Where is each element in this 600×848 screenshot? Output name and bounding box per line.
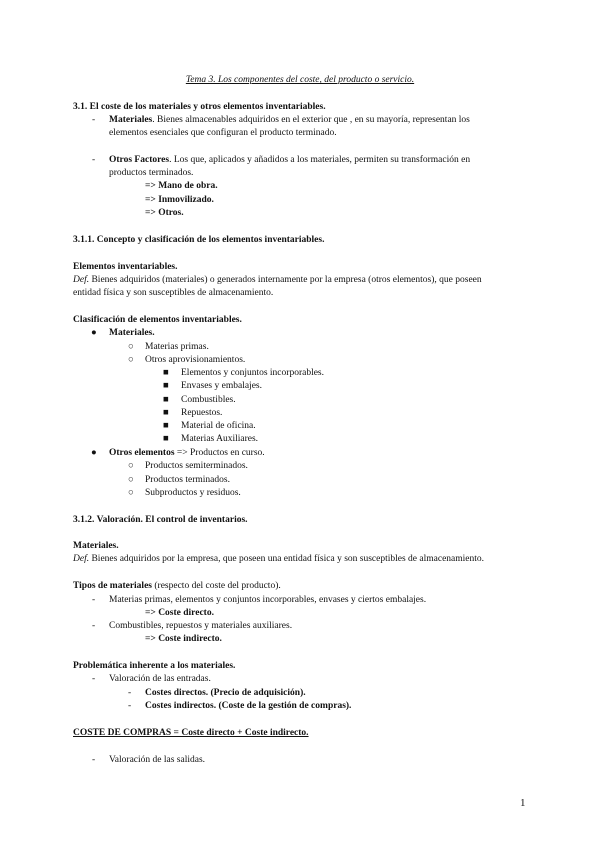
section-3-1-2-heading: 3.1.2. Valoración. El control de inventarios. xyxy=(73,515,248,525)
materiales-definition: Materiales. Bienes almacenables adquiridos en el exterior que , en su mayoría, representan los xyxy=(109,115,470,125)
otros-factores-definition-cont: productos terminados. xyxy=(109,168,194,178)
tipo-1-text: Materias primas, elementos y conjuntos incorporables, envases y ciertos embalajes. xyxy=(109,595,427,605)
page-number: 1 xyxy=(520,797,526,809)
tipo-2-text: Combustibles, repuestos y materiales auxiliares. xyxy=(109,621,293,631)
materiales-title: Materiales. xyxy=(73,541,119,551)
costes-directos: Costes directos. (Precio de adquisición). xyxy=(145,688,306,698)
list-item: Elementos y conjuntos incorporables. xyxy=(181,368,324,378)
materiales-def: Def. Bienes adquiridos por la empresa, que poseen una entidad física y son susceptibles de almacenamiento. xyxy=(73,554,485,564)
materiales-definition-cont: elementos esenciales que configuran el producto terminado. xyxy=(109,128,337,138)
disc-bullet: ● xyxy=(91,328,97,338)
list-item: Envases y embalajes. xyxy=(181,381,262,391)
tipo-1-arrow: => Coste directo. xyxy=(145,608,214,618)
square-bullet: ■ xyxy=(163,408,169,418)
page-title: Tema 3. Los componentes del coste, del producto o servicio. xyxy=(185,75,415,85)
arrow-item-inmovilizado: => Inmovilizado. xyxy=(145,195,214,205)
valoracion-entradas: Valoración de las entradas. xyxy=(109,674,211,684)
list-item: Material de oficina. xyxy=(181,421,256,431)
list-item: Subproductos y residuos. xyxy=(145,488,241,498)
list-item: Repuestos. xyxy=(181,408,223,418)
coste-compras-formula: COSTE DE COMPRAS = Coste directo + Coste indirecto. xyxy=(73,728,309,738)
dash-bullet: - xyxy=(92,115,96,125)
clasif-otros-elementos: Otros elementos => Productos en curso. xyxy=(109,448,265,458)
dash-bullet: - xyxy=(128,688,132,698)
dash-bullet: - xyxy=(92,674,96,684)
dash-bullet: - xyxy=(92,595,96,605)
list-item: Productos semiterminados. xyxy=(145,461,248,471)
list-item: Productos terminados. xyxy=(145,475,230,485)
clasif-materiales: Materiales. xyxy=(109,328,155,338)
list-item: Combustibles. xyxy=(181,395,236,405)
clasificacion-title: Clasificación de elementos inventariables. xyxy=(73,315,242,325)
list-item: Materias Auxiliares. xyxy=(181,434,259,444)
arrow-item-otros: => Otros. xyxy=(145,208,184,218)
circle-bullet: ○ xyxy=(128,461,134,471)
section-3-1-heading: 3.1. El coste de los materiales y otros elementos inventariables. xyxy=(73,102,326,112)
arrow-item-mano-obra: => Mano de obra. xyxy=(145,181,218,191)
dash-bullet: - xyxy=(128,701,132,711)
tipo-2-arrow: => Coste indirecto. xyxy=(145,634,222,644)
elementos-definition: Def. Bienes adquiridos (materiales) o generados internamente por la empresa (otros elementos), que poseen xyxy=(73,275,482,285)
elementos-definition-cont: entidad física y son susceptibles de almacenamiento. xyxy=(73,288,274,298)
circle-bullet: ○ xyxy=(128,355,134,365)
square-bullet: ■ xyxy=(163,368,169,378)
problematica-title: Problemática inherente a los materiales. xyxy=(73,661,236,671)
list-item: Otros aprovisionamientos. xyxy=(145,355,246,365)
dash-bullet: - xyxy=(92,621,96,631)
circle-bullet: ○ xyxy=(128,475,134,485)
square-bullet: ■ xyxy=(163,434,169,444)
dash-bullet: - xyxy=(92,155,96,165)
dash-bullet: - xyxy=(92,755,96,765)
tipos-materiales: Tipos de materiales (respecto del coste del producto). xyxy=(73,581,281,591)
square-bullet: ■ xyxy=(163,421,169,431)
valoracion-salidas: Valoración de las salidas. xyxy=(109,755,206,765)
elementos-inventariables-title: Elementos inventariables. xyxy=(73,262,178,272)
list-item: Materias primas. xyxy=(145,342,209,352)
circle-bullet: ○ xyxy=(128,342,134,352)
circle-bullet: ○ xyxy=(128,488,134,498)
otros-factores-definition: Otros Factores. Los que, aplicados y añadidos a los materiales, permiten su transformación en xyxy=(109,155,471,165)
costes-indirectos: Costes indirectos. (Coste de la gestión de compras). xyxy=(145,701,352,711)
square-bullet: ■ xyxy=(163,381,169,391)
square-bullet: ■ xyxy=(163,395,169,405)
section-3-1-1-heading: 3.1.1. Concepto y clasificación de los elementos inventariables. xyxy=(73,235,325,245)
disc-bullet: ● xyxy=(91,448,97,458)
